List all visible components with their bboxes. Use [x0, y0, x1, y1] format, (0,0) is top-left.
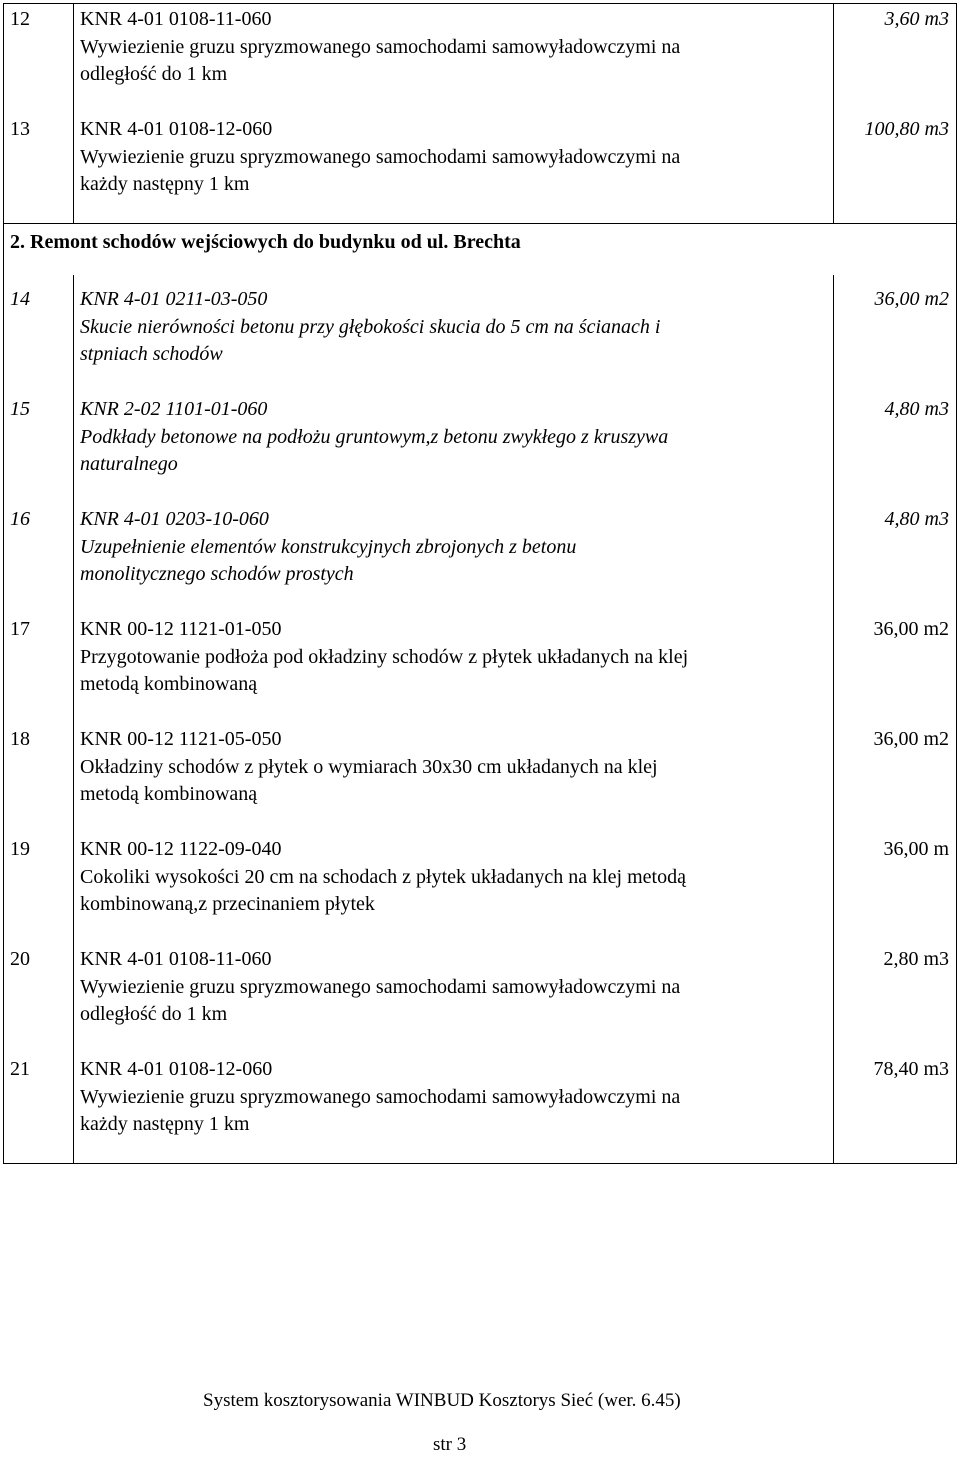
position-code: KNR 4-01 0108-11-060 [80, 8, 272, 30]
row-number: 16 [10, 508, 30, 530]
position-quantity: 3,60 m3 [884, 8, 949, 30]
row-number: 17 [10, 618, 30, 640]
cost-estimate-table [3, 3, 957, 1164]
position-description: Skucie nierówności betonu przy głębokości skucia do 5 cm na ścianach i [80, 315, 661, 338]
row-number: 15 [10, 398, 30, 420]
position-code: KNR 4-01 0108-12-060 [80, 118, 273, 140]
position-description: Okładziny schodów z płytek o wymiarach 30x30 cm układanych na klej [80, 755, 658, 778]
position-description: każdy następny 1 km [80, 1113, 250, 1135]
row-number: 14 [10, 288, 30, 310]
row-number: 20 [10, 948, 30, 970]
position-quantity: 36,00 m2 [873, 618, 949, 640]
column-divider-lp [73, 4, 74, 223]
position-description: odległość do 1 km [80, 1003, 228, 1025]
position-description: każdy następny 1 km [80, 173, 250, 195]
position-description: kombinowaną,z przecinaniem płytek [80, 893, 375, 915]
position-description: metodą kombinowaną [80, 783, 258, 805]
position-description: Wywiezienie gruzu spryzmowanego samochodami samowyładowczymi na [80, 145, 681, 168]
footer-software-info: System kosztorysowania WINBUD Kosztorys Sieć (wer. 6.45) [203, 1390, 681, 1411]
position-code: KNR 2-02 1101-01-060 [80, 398, 268, 420]
row-number: 13 [10, 118, 30, 140]
row-number: 21 [10, 1058, 30, 1080]
position-code: KNR 00-12 1122-09-040 [80, 838, 282, 860]
position-quantity: 4,80 m3 [884, 508, 949, 530]
position-code: KNR 4-01 0203-10-060 [80, 508, 269, 530]
column-divider-qty [833, 275, 834, 1163]
position-code: KNR 00-12 1121-05-050 [80, 728, 282, 750]
position-description: stpniach schodów [80, 343, 223, 365]
position-description: Uzupełnienie elementów konstrukcyjnych zbrojonych z betonu [80, 535, 577, 558]
position-quantity: 36,00 m2 [874, 288, 949, 310]
column-divider-qty [833, 4, 834, 223]
position-description: odległość do 1 km [80, 63, 228, 85]
section-top-rule [4, 223, 956, 224]
position-description: Podkłady betonowe na podłożu gruntowym,z betonu zwykłego z kruszywa [80, 425, 669, 448]
position-code: KNR 00-12 1121-01-050 [80, 618, 282, 640]
position-description: Wywiezienie gruzu spryzmowanego samochodami samowyładowczymi na [80, 35, 681, 58]
column-divider-lp [73, 275, 74, 1163]
section-heading: 2. Remont schodów wejściowych do budynku od ul. Brechta [10, 231, 521, 253]
position-quantity: 100,80 m3 [864, 118, 949, 140]
position-quantity: 4,80 m3 [884, 398, 949, 420]
position-description: Wywiezienie gruzu spryzmowanego samochodami samowyładowczymi na [80, 975, 681, 998]
position-description: metodą kombinowaną [80, 673, 258, 695]
position-quantity: 36,00 m [883, 838, 949, 860]
row-number: 12 [10, 8, 30, 30]
position-quantity: 36,00 m2 [873, 728, 949, 750]
row-number: 18 [10, 728, 30, 750]
position-description: monolitycznego schodów prostych [80, 563, 354, 585]
position-description: naturalnego [80, 453, 178, 475]
position-code: KNR 4-01 0108-11-060 [80, 948, 272, 970]
position-code: KNR 4-01 0108-12-060 [80, 1058, 273, 1080]
position-description: Wywiezienie gruzu spryzmowanego samochodami samowyładowczymi na [80, 1085, 681, 1108]
row-number: 19 [10, 838, 30, 860]
page-number: str 3 [433, 1434, 467, 1455]
position-description: Cokoliki wysokości 20 cm na schodach z płytek układanych na klej metodą [80, 865, 686, 888]
position-quantity: 2,80 m3 [883, 948, 949, 970]
position-code: KNR 4-01 0211-03-050 [80, 288, 268, 310]
position-description: Przygotowanie podłoża pod okładziny schodów z płytek układanych na klej [80, 645, 689, 668]
position-quantity: 78,40 m3 [873, 1058, 949, 1080]
